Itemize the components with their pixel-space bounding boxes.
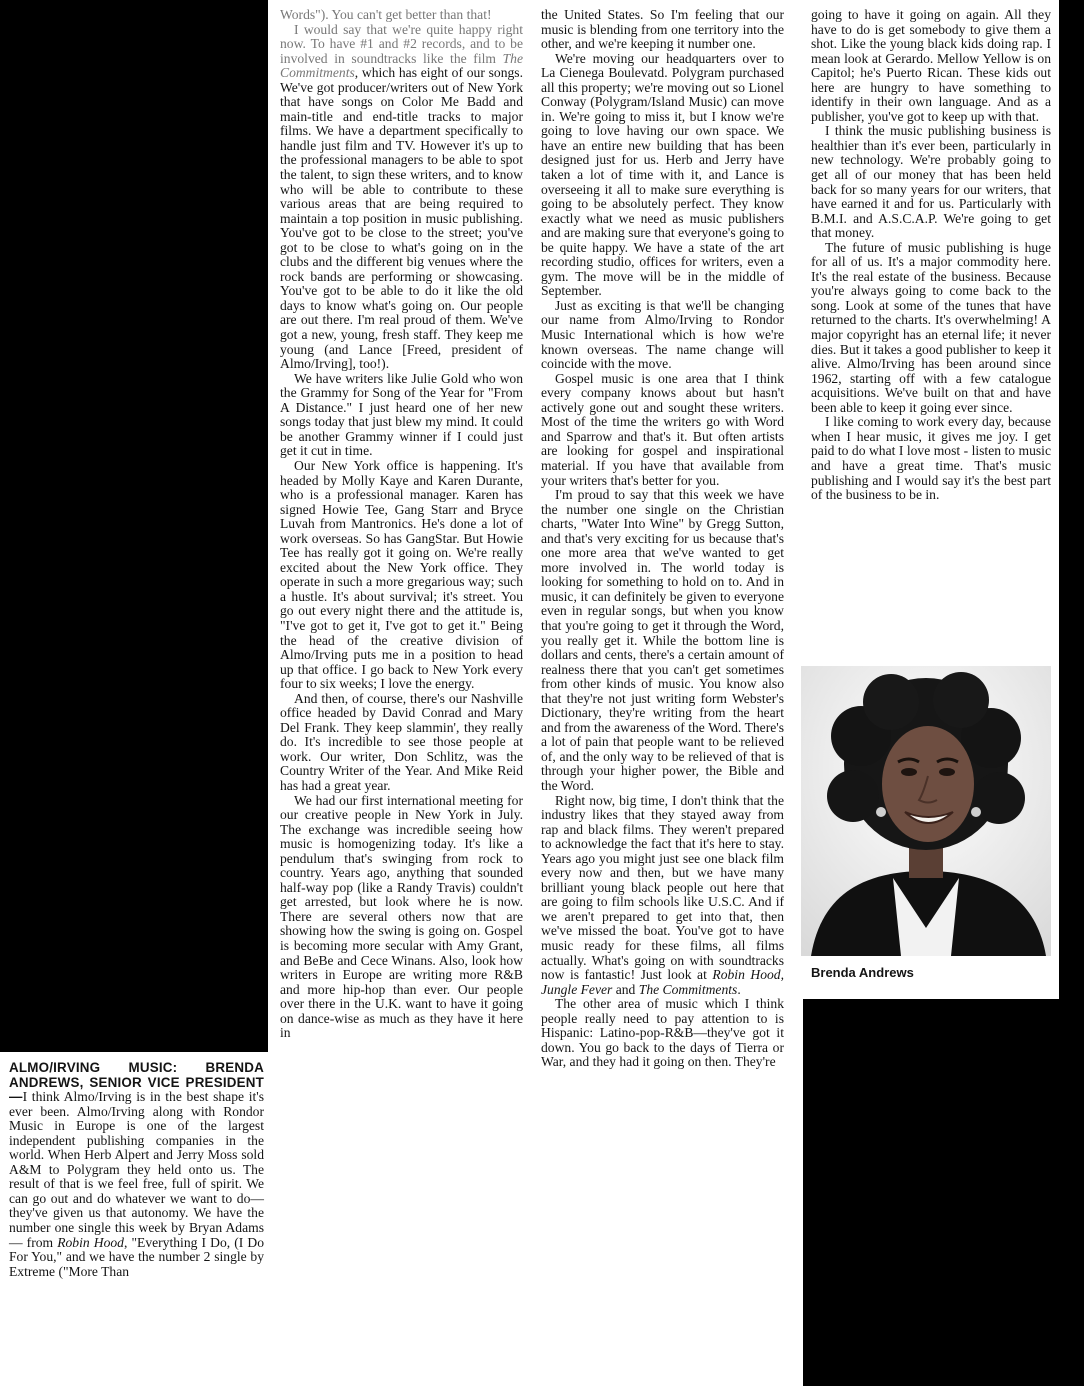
intro-paragraph — [9, 1061, 264, 1279]
intro-text-cont: , "Everything I Do, (I Do For You," and we have the number 2 single by Extreme ("More Than — [9, 1234, 264, 1279]
paragraph-text-cont: , which has eight of our songs. We've got producer/writers out of New York that have songs on Color Me Badd and main-title and end-title tracks to major films. We have a department specifically to handle just film and TV. However it's up to the professional managers to be able to spot the talent, to sign these writers, and to know who will be able to contribute to these various areas that are being required to maintain a top position in music publishing. You've got to be close to the street; you've got to be close to what's going on in the clubs and the different big venues where the rock bands are performing or showcasing. You've got to be able to do it like the old days to know what's going on. Our people are out there. I'm real proud of them. We've got a new, young, fresh staff. They keep me young (and Lance [Freed, president of Almo/Irving], too!). — [280, 65, 523, 372]
paragraph: We're moving our headquarters over to La Cienega Boulevatd. Polygram purchased all this property; we're moving out so Lionel Conway (Polygram/Island Music) can move in. We're going to miss it, but I know we're going to love having our own space. We have an entire new building that has been designed just for us. Herb and Jerry have taken a lot of time with it, and Lance is overseeing it all to make sure everything is going to be absolutely perfect. They know exactly what we need as music publishers and are making sure that everyone's going to be quite happy. We have a state of the art recording studio, offices for writers, even a gym. The move will be in the middle of September. — [541, 50, 784, 299]
paragraph-text-cont: and — [612, 981, 639, 997]
paragraph: The future of music publishing is huge for all of us. It's a major commodity here. It's the real estate of the business. Because you're always going to come back to the song. Look at some of the tunes that have returned to the charts. It's overwhelming! A major copyright has an eternal life; it never dies. But it takes a good publisher to keep it alive. Almo/Irving has been around since 1962, starting off with a few catalogue acquisitions. We've built on that and have been able to keep it going ever since. — [811, 239, 1051, 415]
paragraph: We have writers like Julie Gold who won the Grammy for Song of the Year for "From A Distance." I just heard one of her new songs today that just blew my mind. It could be another Grammy winner if I could just get it cut in time. — [280, 370, 523, 459]
paragraph: Words"). You can't get better than that! — [280, 7, 492, 22]
portrait-illustration — [801, 666, 1051, 956]
paragraph: Our New York office is happening. It's headed by Molly Kaye and Karen Durante, who is a professional manager. Karen has signed Howie Tee, Gang Starr and Bryce Luvah from Mantronics. He's done a lot of work overseas. So has GangStar. But Howie Tee has really got it going on. We're really excited about the New York office. They operate in such a more gregarious way; such a hustle. It's about survival; it's street. You go out every night there and the attitude is, "I've got to get it, I've got to get it." Being the head of the creative division of Almo/Irving puts me in a position to head up that office. I go back to New York every four to six weeks; I love the energy. — [280, 457, 523, 692]
film-title: Robin Hood — [57, 1234, 124, 1250]
paragraph: I think the music publishing business is healthier than it's ever been, particularly in new technology. We're probably going to get all of our money that has been held back for so many years for our writers, that have earned it and for us. Particularly with B.M.I. and A.S.C.A.P. We're going to get that money. — [811, 123, 1051, 241]
paragraph: Just as exciting is that we'll be changing our name from Almo/Irving to Rondor Music International which is how we're known overseas. The name change will coincide with the move. — [541, 297, 784, 372]
paragraph-text-end: . — [737, 981, 741, 997]
paragraph: the United States. So I'm feeling that our music is blending from one territory into the other, and we're keeping it number one. — [541, 7, 784, 52]
scan-border-top-left — [0, 0, 268, 1052]
paragraph: The other area of music which I think people really need to pay attention to is Hispanic: Latino-pop-R&B—they've got it down. You go back to the days of Tierra or War, and they had it going on then. They're — [541, 996, 784, 1070]
article-column-1 — [9, 1061, 264, 1279]
paragraph: And then, of course, there's our Nashville office headed by David Conrad and Mary Del Frank. They keep slammin', they really do. It's incredible to see those people at work. Our writer, Don Schlitz, was the Country Writer of the Year. And Mike Reid has had a great year. — [280, 690, 523, 793]
portrait-photo — [801, 666, 1051, 956]
paragraph: going to have it going on again. All they have to do is get somebody to give them a shot. Like the young black kids doing rap. I mean look at Gerardo. Mellow Yellow is on Capitol; he's Puerto Rican. These kids out here are hungry to have something to identify in their own language. And as a publisher, you've got to keep up with that. — [811, 7, 1051, 124]
article-heading: ALMO/IRVING MUSIC: BRENDA ANDREWS, SENIOR VICE PRESIDENT— — [9, 1060, 264, 1105]
paragraph — [280, 23, 523, 372]
paragraph: I'm proud to say that this week we have the number one single on the Christian charts, "Water Into Wine" by Gregg Sutton, and that's very exciting for us because that's one more area that we've wanted to get more involved in. The world today is looking for something to hold on to. And in music, it can definitely be given to everyone even in regular songs, but when you know that you're going to get it through the Word, you really get it. While the bottom line is dollars and cents, there's a certain amount of realness there that you can't get sometimes from other kinds of music. You know also that they're not just writing form Webster's Dictionary, they're writing from the heart and from the awareness of the Word. There's a lot of pain that people want to be relieved of, and the only way to be relieved of that is through your higher power, the Bible and the Word. — [541, 487, 784, 793]
film-titles: Robin Hood, Jungle Fever — [541, 967, 785, 997]
scan-border-right-bottom — [803, 999, 1084, 1386]
article-column-4 — [811, 8, 1051, 503]
intro-text: I think Almo/Irving is in the best shape it's ever been. Almo/Irving along with Rondor Music in Europe is one of the largest independent publishing companies in the world. When Herb Alpert and Jerry Moss sold A&M to Polygram they held onto us. The result of that is we feel free, full of spirit. We can go out and do whatever we want to do—they've given us that autonomy. We have the number one single this week by Bryan Adams— from — [9, 1089, 264, 1250]
article-column-2 — [280, 8, 523, 1041]
film-title: The Commitments — [638, 981, 738, 997]
paragraph: I like coming to work every day, because when I hear music, it gives me joy. I get paid to do what I love most - listen to music and have a great time. That's music publishing and I would say it's the best part of the business to be in. — [811, 414, 1051, 503]
photo-caption: Brenda Andrews — [811, 965, 914, 980]
paragraph-text: I would say that we're quite happy right now. To have #1 and #2 records, and to be involved in soundtracks like the film — [280, 21, 523, 66]
scan-border-right-top — [1059, 0, 1084, 1000]
paragraph: We had our first international meeting for our creative people in New York in July. The exchange was incredible seeing how music is homogenizing today. It's like a pendulum that's swinging from rock to country. Years ago, anything that sounded half-way pop (like a Randy Travis) couldn't get arrested, but look where he is now. There are several others now that are showing how the swing is going on. Gospel is becoming more secular with Amy Grant, and BeBe and Cece Winans. Also, look how writers in Europe are writing more R&B and more hip-hop than ever. Our people over there in the U.K. want to have it going on dance-wise as much as they have it here in — [280, 792, 523, 1041]
article-column-3 — [541, 8, 784, 1070]
paragraph — [541, 794, 784, 998]
film-title: The Commitments — [280, 50, 523, 81]
paragraph: Gospel music is one area that I think every company knows about but hasn't actively gone out and sought these writers. Most of the time the writers go with Word and Sparrow and that's it. But often artists are looking for gospel and inspirational material. If you have that available from your writers that's better for you. — [541, 370, 784, 488]
paragraph-text: Right now, big time, I don't think that the industry likes that they stayed away from rap and black films. They weren't prepared to acknowledge the fact that it's here to stay. Years ago you might just see one black film every now and then, but we have many brilliant young black people out here that are going to film schools like U.S.C. And if we aren't prepared to get into that, then we've missed the boat. You've got to have music ready for these films, all films actually. What's going on with soundtracks now is fantastic! Just look at — [541, 792, 784, 983]
